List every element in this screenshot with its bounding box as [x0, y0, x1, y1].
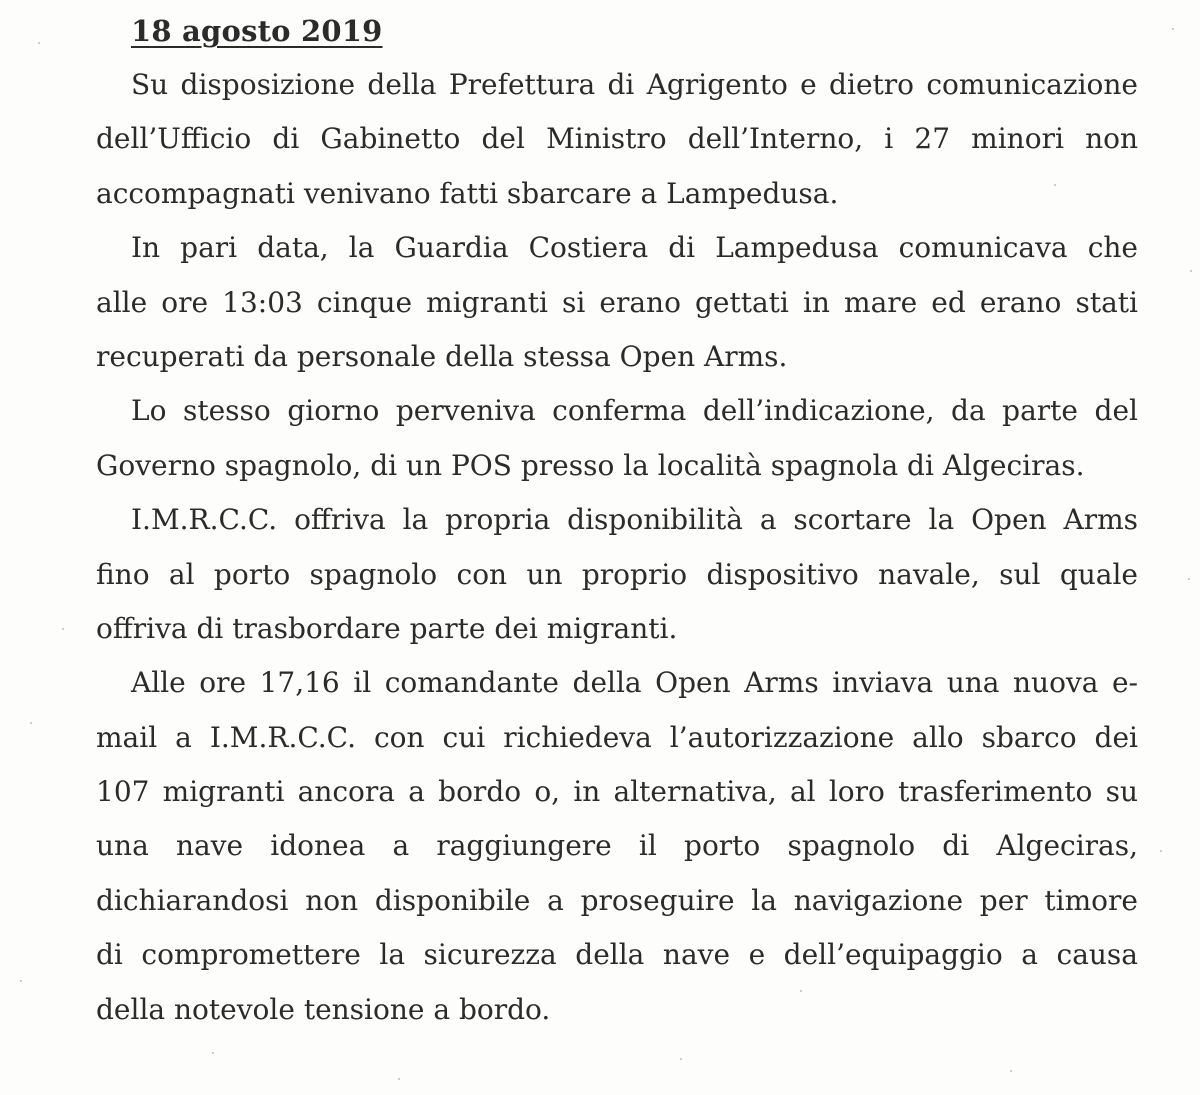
scan-speck — [1054, 184, 1056, 186]
text-line: dichiarandosi non disponibile a proseguire la navigazione per timore — [96, 883, 1138, 917]
text-line: Su disposizione della Prefettura di Agrigento e dietro comunicazione — [131, 68, 1138, 101]
scan-speck — [30, 722, 32, 724]
text-line: Lo stesso giorno perveniva conferma dell’indicazione, da parte del — [131, 394, 1138, 428]
text-line: offriva di trasbordare parte dei migranti. — [96, 611, 678, 645]
text-line: 107 migranti ancora a bordo o, in alternativa, al loro trasferimento su — [96, 775, 1138, 809]
date-heading: 18 agosto 2019 — [131, 14, 383, 48]
text-line: una nave idonea a raggiungere il porto spagnolo di Algeciras, — [96, 829, 1138, 863]
scan-speck — [20, 980, 22, 982]
document-body — [96, 58, 1138, 1037]
paragraph-2 — [96, 221, 1138, 384]
paragraph-1 — [96, 58, 1138, 221]
text-line: alle ore 13:03 cinque migranti si erano gettati in mare ed erano stati — [96, 285, 1138, 319]
scan-speck — [62, 628, 64, 630]
text-line: fino al porto spagnolo con un proprio dispositivo navale, sul quale — [96, 557, 1138, 591]
scan-speck — [38, 42, 40, 44]
text-line: In pari data, la Guardia Costiera di Lampedusa comunicava che — [131, 231, 1138, 265]
text-line: dell’Ufficio di Gabinetto del Ministro dell’Interno, i 27 minori non — [96, 122, 1138, 156]
scan-speck — [680, 1058, 682, 1060]
scan-speck — [1160, 850, 1162, 852]
scan-speck — [1010, 1070, 1012, 1072]
text-line: mail a I.M.R.C.C. con cui richiedeva l’autorizzazione allo sbarco dei — [96, 720, 1138, 754]
scan-speck — [1190, 270, 1192, 272]
scan-speck — [800, 990, 802, 992]
paragraph-4 — [96, 493, 1138, 656]
paragraph-3 — [96, 384, 1138, 493]
text-line: accompagnati venivano fatti sbarcare a Lampedusa. — [96, 176, 839, 210]
text-line: recuperati da personale della stessa Open Arms. — [96, 339, 788, 373]
text-line: della notevole tensione a bordo. — [96, 992, 551, 1026]
scan-speck — [398, 1078, 400, 1080]
text-line: Governo spagnolo, di un POS presso la località spagnola di Algeciras. — [96, 448, 1085, 482]
text-line: di compromettere la sicurezza della nave e dell’equipaggio a causa — [96, 938, 1138, 972]
paragraph-5 — [96, 656, 1138, 1037]
scan-speck — [1188, 578, 1190, 580]
scan-speck — [212, 1052, 214, 1054]
scan-speck — [1172, 28, 1174, 30]
text-line: I.M.R.C.C. offriva la propria disponibilità a scortare la Open Arms — [131, 503, 1138, 537]
text-line: Alle ore 17,16 il comandante della Open Arms inviava una nuova e- — [131, 666, 1138, 700]
